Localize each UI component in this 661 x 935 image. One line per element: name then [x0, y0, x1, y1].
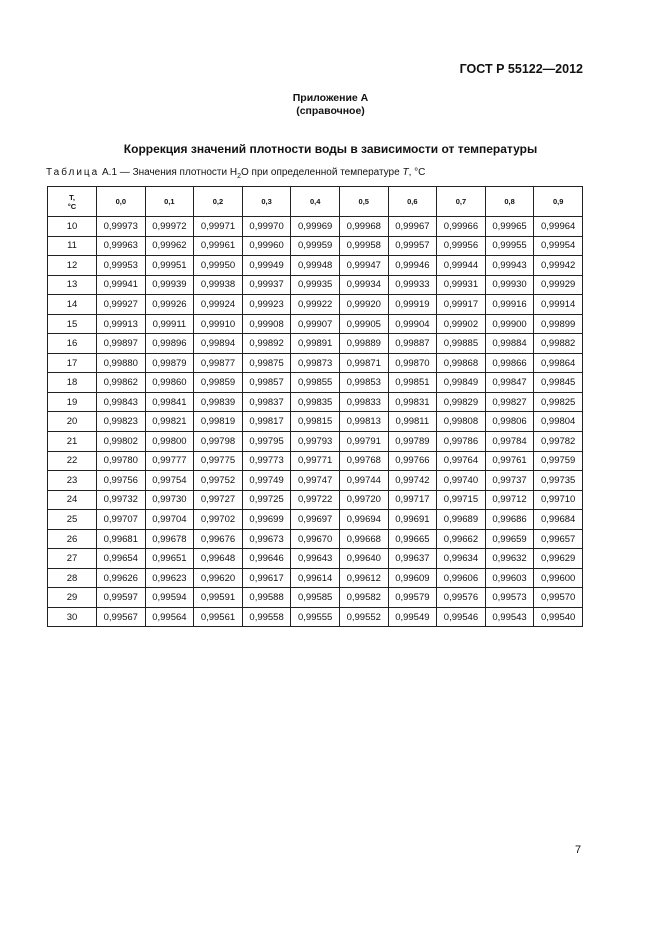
- density-cell: 0,99916: [485, 295, 534, 315]
- density-cell: 0,99722: [291, 490, 340, 510]
- density-cell: 0,99727: [194, 490, 243, 510]
- density-cell: 0,99673: [242, 529, 291, 549]
- density-cell: 0,99837: [242, 392, 291, 412]
- standard-code: ГОСТ Р 55122—2012: [459, 62, 583, 76]
- density-cell: 0,99907: [291, 314, 340, 334]
- density-cell: 0,99966: [437, 217, 486, 237]
- density-cell: 0,99963: [97, 236, 146, 256]
- table-row: [48, 314, 583, 334]
- density-cell: 0,99549: [388, 607, 437, 627]
- density-cell: 0,99899: [534, 314, 583, 334]
- density-cell: 0,99910: [194, 314, 243, 334]
- temperature-cell: 22: [48, 451, 97, 471]
- density-cell: 0,99941: [97, 275, 146, 295]
- density-cell: 0,99956: [437, 236, 486, 256]
- column-header: 0,8: [485, 187, 534, 217]
- density-cell: 0,99623: [145, 568, 194, 588]
- caption-label: Таблица: [46, 167, 100, 178]
- density-cell: 0,99798: [194, 432, 243, 452]
- density-cell: 0,99730: [145, 490, 194, 510]
- temperature-cell: 13: [48, 275, 97, 295]
- density-cell: 0,99955: [485, 236, 534, 256]
- density-cell: 0,99857: [242, 373, 291, 393]
- density-cell: 0,99546: [437, 607, 486, 627]
- density-cell: 0,99892: [242, 334, 291, 354]
- table-row: [48, 412, 583, 432]
- density-cell: 0,99735: [534, 471, 583, 491]
- density-cell: 0,99684: [534, 510, 583, 530]
- density-cell: 0,99791: [339, 432, 388, 452]
- density-cell: 0,99967: [388, 217, 437, 237]
- density-cell: 0,99851: [388, 373, 437, 393]
- density-cell: 0,99965: [485, 217, 534, 237]
- density-cell: 0,99813: [339, 412, 388, 432]
- density-cell: 0,99934: [339, 275, 388, 295]
- table-body: [48, 217, 583, 627]
- temperature-cell: 18: [48, 373, 97, 393]
- density-cell: 0,99942: [534, 256, 583, 276]
- density-cell: 0,99968: [339, 217, 388, 237]
- density-cell: 0,99833: [339, 392, 388, 412]
- density-cell: 0,99789: [388, 432, 437, 452]
- density-cell: 0,99943: [485, 256, 534, 276]
- temperature-cell: 20: [48, 412, 97, 432]
- density-cell: 0,99972: [145, 217, 194, 237]
- density-cell: 0,99819: [194, 412, 243, 432]
- table-row: [48, 490, 583, 510]
- density-cell: 0,99720: [339, 490, 388, 510]
- temperature-cell: 19: [48, 392, 97, 412]
- density-table: [47, 186, 583, 627]
- density-cell: 0,99678: [145, 529, 194, 549]
- density-cell: 0,99699: [242, 510, 291, 530]
- density-cell: 0,99927: [97, 295, 146, 315]
- caption-subscript: 2: [237, 173, 241, 180]
- density-cell: 0,99929: [534, 275, 583, 295]
- table-row: [48, 275, 583, 295]
- density-cell: 0,99612: [339, 568, 388, 588]
- density-cell: 0,99841: [145, 392, 194, 412]
- density-cell: 0,99862: [97, 373, 146, 393]
- density-cell: 0,99597: [97, 588, 146, 608]
- density-cell: 0,99588: [242, 588, 291, 608]
- column-header: 0,7: [437, 187, 486, 217]
- density-cell: 0,99617: [242, 568, 291, 588]
- temperature-cell: 21: [48, 432, 97, 452]
- density-cell: 0,99879: [145, 353, 194, 373]
- density-cell: 0,99609: [388, 568, 437, 588]
- density-cell: 0,99555: [291, 607, 340, 627]
- density-cell: 0,99648: [194, 549, 243, 569]
- density-cell: 0,99670: [291, 529, 340, 549]
- density-cell: 0,99853: [339, 373, 388, 393]
- density-cell: 0,99958: [339, 236, 388, 256]
- density-cell: 0,99591: [194, 588, 243, 608]
- density-cell: 0,99626: [97, 568, 146, 588]
- density-cell: 0,99944: [437, 256, 486, 276]
- density-cell: 0,99775: [194, 451, 243, 471]
- temperature-cell: 15: [48, 314, 97, 334]
- density-cell: 0,99704: [145, 510, 194, 530]
- table-row: [48, 471, 583, 491]
- density-cell: 0,99694: [339, 510, 388, 530]
- density-cell: 0,99681: [97, 529, 146, 549]
- density-cell: 0,99793: [291, 432, 340, 452]
- column-header: 0,9: [534, 187, 583, 217]
- density-cell: 0,99887: [388, 334, 437, 354]
- density-cell: 0,99864: [534, 353, 583, 373]
- density-cell: 0,99877: [194, 353, 243, 373]
- density-cell: 0,99873: [291, 353, 340, 373]
- density-cell: 0,99961: [194, 236, 243, 256]
- table-row: [48, 607, 583, 627]
- temperature-cell: 30: [48, 607, 97, 627]
- density-cell: 0,99771: [291, 451, 340, 471]
- density-cell: 0,99702: [194, 510, 243, 530]
- density-cell: 0,99686: [485, 510, 534, 530]
- density-cell: 0,99654: [97, 549, 146, 569]
- density-cell: 0,99768: [339, 451, 388, 471]
- density-cell: 0,99594: [145, 588, 194, 608]
- temperature-cell: 17: [48, 353, 97, 373]
- temperature-cell: 12: [48, 256, 97, 276]
- density-cell: 0,99920: [339, 295, 388, 315]
- density-cell: 0,99691: [388, 510, 437, 530]
- density-cell: 0,99795: [242, 432, 291, 452]
- density-cell: 0,99606: [437, 568, 486, 588]
- table-row: [48, 432, 583, 452]
- density-cell: 0,99815: [291, 412, 340, 432]
- density-cell: 0,99732: [97, 490, 146, 510]
- density-cell: 0,99938: [194, 275, 243, 295]
- density-cell: 0,99949: [242, 256, 291, 276]
- temperature-cell: 29: [48, 588, 97, 608]
- density-cell: 0,99567: [97, 607, 146, 627]
- caption-rest: O при определенной температуре: [240, 167, 403, 178]
- density-cell: 0,99917: [437, 295, 486, 315]
- density-cell: 0,99634: [437, 549, 486, 569]
- table-header-row: [48, 187, 583, 217]
- temperature-cell: 23: [48, 471, 97, 491]
- density-cell: 0,99868: [437, 353, 486, 373]
- density-cell: 0,99823: [97, 412, 146, 432]
- table-row: [48, 451, 583, 471]
- density-cell: 0,99749: [242, 471, 291, 491]
- density-cell: 0,99959: [291, 236, 340, 256]
- density-cell: 0,99657: [534, 529, 583, 549]
- density-cell: 0,99884: [485, 334, 534, 354]
- table-row: [48, 353, 583, 373]
- density-cell: 0,99777: [145, 451, 194, 471]
- density-cell: 0,99951: [145, 256, 194, 276]
- density-cell: 0,99629: [534, 549, 583, 569]
- density-cell: 0,99747: [291, 471, 340, 491]
- density-cell: 0,99759: [534, 451, 583, 471]
- table-row: [48, 568, 583, 588]
- density-cell: 0,99953: [97, 256, 146, 276]
- density-cell: 0,99923: [242, 295, 291, 315]
- density-cell: 0,99579: [388, 588, 437, 608]
- density-cell: 0,99752: [194, 471, 243, 491]
- density-cell: 0,99806: [485, 412, 534, 432]
- column-header: 0,6: [388, 187, 437, 217]
- density-cell: 0,99860: [145, 373, 194, 393]
- density-cell: 0,99740: [437, 471, 486, 491]
- density-cell: 0,99896: [145, 334, 194, 354]
- column-header: 0,3: [242, 187, 291, 217]
- density-cell: 0,99973: [97, 217, 146, 237]
- table-row: [48, 236, 583, 256]
- density-cell: 0,99561: [194, 607, 243, 627]
- column-header: 0,0: [97, 187, 146, 217]
- density-cell: 0,99849: [437, 373, 486, 393]
- density-cell: 0,99939: [145, 275, 194, 295]
- density-cell: 0,99558: [242, 607, 291, 627]
- density-cell: 0,99817: [242, 412, 291, 432]
- appendix-title: Приложение А: [292, 92, 369, 104]
- density-cell: 0,99737: [485, 471, 534, 491]
- density-cell: 0,99637: [388, 549, 437, 569]
- density-cell: 0,99786: [437, 432, 486, 452]
- density-cell: 0,99651: [145, 549, 194, 569]
- density-cell: 0,99900: [485, 314, 534, 334]
- caption-number: А.1 — Значения плотности H: [102, 167, 238, 178]
- density-cell: 0,99827: [485, 392, 534, 412]
- density-cell: 0,99646: [242, 549, 291, 569]
- density-cell: 0,99933: [388, 275, 437, 295]
- table-row: [48, 256, 583, 276]
- table-row: [48, 529, 583, 549]
- temperature-cell: 26: [48, 529, 97, 549]
- density-cell: 0,99804: [534, 412, 583, 432]
- density-cell: 0,99632: [485, 549, 534, 569]
- temperature-cell: 28: [48, 568, 97, 588]
- density-cell: 0,99871: [339, 353, 388, 373]
- density-cell: 0,99930: [485, 275, 534, 295]
- density-cell: 0,99576: [437, 588, 486, 608]
- density-cell: 0,99950: [194, 256, 243, 276]
- caption-unit: , °C: [408, 167, 426, 178]
- density-cell: 0,99662: [437, 529, 486, 549]
- density-cell: 0,99829: [437, 392, 486, 412]
- density-cell: 0,99870: [388, 353, 437, 373]
- density-cell: 0,99614: [291, 568, 340, 588]
- density-cell: 0,99908: [242, 314, 291, 334]
- column-header: 0,5: [339, 187, 388, 217]
- density-cell: 0,99831: [388, 392, 437, 412]
- temperature-cell: 24: [48, 490, 97, 510]
- density-cell: 0,99543: [485, 607, 534, 627]
- density-cell: 0,99659: [485, 529, 534, 549]
- temperature-cell: 16: [48, 334, 97, 354]
- density-cell: 0,99847: [485, 373, 534, 393]
- density-cell: 0,99552: [339, 607, 388, 627]
- density-cell: 0,99643: [291, 549, 340, 569]
- density-cell: 0,99570: [534, 588, 583, 608]
- density-cell: 0,99970: [242, 217, 291, 237]
- density-cell: 0,99926: [145, 295, 194, 315]
- density-cell: 0,99969: [291, 217, 340, 237]
- column-header: 0,1: [145, 187, 194, 217]
- density-cell: 0,99742: [388, 471, 437, 491]
- density-cell: 0,99905: [339, 314, 388, 334]
- temperature-cell: 14: [48, 295, 97, 315]
- density-cell: 0,99839: [194, 392, 243, 412]
- density-cell: 0,99766: [388, 451, 437, 471]
- density-cell: 0,99948: [291, 256, 340, 276]
- density-cell: 0,99931: [437, 275, 486, 295]
- density-cell: 0,99573: [485, 588, 534, 608]
- density-cell: 0,99911: [145, 314, 194, 334]
- appendix-subtitle: (справочное): [296, 105, 365, 117]
- section-title: Коррекция значений плотности воды в зависимости от температуры: [123, 142, 538, 156]
- density-cell: 0,99821: [145, 412, 194, 432]
- density-cell: 0,99780: [97, 451, 146, 471]
- table-row: [48, 510, 583, 530]
- temperature-cell: 11: [48, 236, 97, 256]
- density-cell: 0,99668: [339, 529, 388, 549]
- density-cell: 0,99889: [339, 334, 388, 354]
- header-temperature: T, °C: [48, 187, 97, 217]
- density-cell: 0,99620: [194, 568, 243, 588]
- density-cell: 0,99962: [145, 236, 194, 256]
- density-cell: 0,99564: [145, 607, 194, 627]
- density-cell: 0,99676: [194, 529, 243, 549]
- density-cell: 0,99947: [339, 256, 388, 276]
- density-cell: 0,99971: [194, 217, 243, 237]
- density-cell: 0,99585: [291, 588, 340, 608]
- density-cell: 0,99960: [242, 236, 291, 256]
- temperature-cell: 27: [48, 549, 97, 569]
- density-cell: 0,99582: [339, 588, 388, 608]
- density-cell: 0,99707: [97, 510, 146, 530]
- table-row: [48, 392, 583, 412]
- density-cell: 0,99957: [388, 236, 437, 256]
- density-cell: 0,99946: [388, 256, 437, 276]
- density-cell: 0,99954: [534, 236, 583, 256]
- table-row: [48, 549, 583, 569]
- density-cell: 0,99880: [97, 353, 146, 373]
- density-cell: 0,99902: [437, 314, 486, 334]
- density-cell: 0,99913: [97, 314, 146, 334]
- density-cell: 0,99845: [534, 373, 583, 393]
- density-cell: 0,99784: [485, 432, 534, 452]
- density-cell: 0,99855: [291, 373, 340, 393]
- appendix-heading: [0, 92, 661, 118]
- density-cell: 0,99904: [388, 314, 437, 334]
- density-cell: 0,99894: [194, 334, 243, 354]
- density-cell: 0,99600: [534, 568, 583, 588]
- density-cell: 0,99800: [145, 432, 194, 452]
- density-cell: 0,99964: [534, 217, 583, 237]
- density-cell: 0,99891: [291, 334, 340, 354]
- density-cell: 0,99843: [97, 392, 146, 412]
- density-cell: 0,99811: [388, 412, 437, 432]
- density-cell: 0,99882: [534, 334, 583, 354]
- density-cell: 0,99540: [534, 607, 583, 627]
- density-cell: 0,99689: [437, 510, 486, 530]
- density-cell: 0,99640: [339, 549, 388, 569]
- density-cell: 0,99773: [242, 451, 291, 471]
- density-cell: 0,99725: [242, 490, 291, 510]
- table-row: [48, 588, 583, 608]
- density-cell: 0,99710: [534, 490, 583, 510]
- density-cell: 0,99808: [437, 412, 486, 432]
- column-header: 0,4: [291, 187, 340, 217]
- table-caption: [46, 167, 425, 180]
- density-cell: 0,99825: [534, 392, 583, 412]
- density-cell: 0,99715: [437, 490, 486, 510]
- temperature-cell: 10: [48, 217, 97, 237]
- density-cell: 0,99802: [97, 432, 146, 452]
- density-cell: 0,99935: [291, 275, 340, 295]
- density-cell: 0,99914: [534, 295, 583, 315]
- density-cell: 0,99665: [388, 529, 437, 549]
- density-cell: 0,99859: [194, 373, 243, 393]
- density-cell: 0,99712: [485, 490, 534, 510]
- density-cell: 0,99922: [291, 295, 340, 315]
- density-cell: 0,99782: [534, 432, 583, 452]
- caption-variable: T: [402, 167, 409, 178]
- table-row: [48, 295, 583, 315]
- column-header: 0,2: [194, 187, 243, 217]
- table-row: [48, 373, 583, 393]
- density-cell: 0,99603: [485, 568, 534, 588]
- density-cell: 0,99764: [437, 451, 486, 471]
- temperature-cell: 25: [48, 510, 97, 530]
- density-cell: 0,99924: [194, 295, 243, 315]
- page-number: 7: [575, 844, 582, 856]
- density-cell: 0,99875: [242, 353, 291, 373]
- density-cell: 0,99756: [97, 471, 146, 491]
- density-cell: 0,99885: [437, 334, 486, 354]
- density-cell: 0,99897: [97, 334, 146, 354]
- density-cell: 0,99697: [291, 510, 340, 530]
- density-cell: 0,99744: [339, 471, 388, 491]
- density-cell: 0,99866: [485, 353, 534, 373]
- table-row: [48, 334, 583, 354]
- density-cell: 0,99761: [485, 451, 534, 471]
- table-row: [48, 217, 583, 237]
- density-cell: 0,99919: [388, 295, 437, 315]
- density-cell: 0,99835: [291, 392, 340, 412]
- density-cell: 0,99717: [388, 490, 437, 510]
- density-cell: 0,99754: [145, 471, 194, 491]
- density-cell: 0,99937: [242, 275, 291, 295]
